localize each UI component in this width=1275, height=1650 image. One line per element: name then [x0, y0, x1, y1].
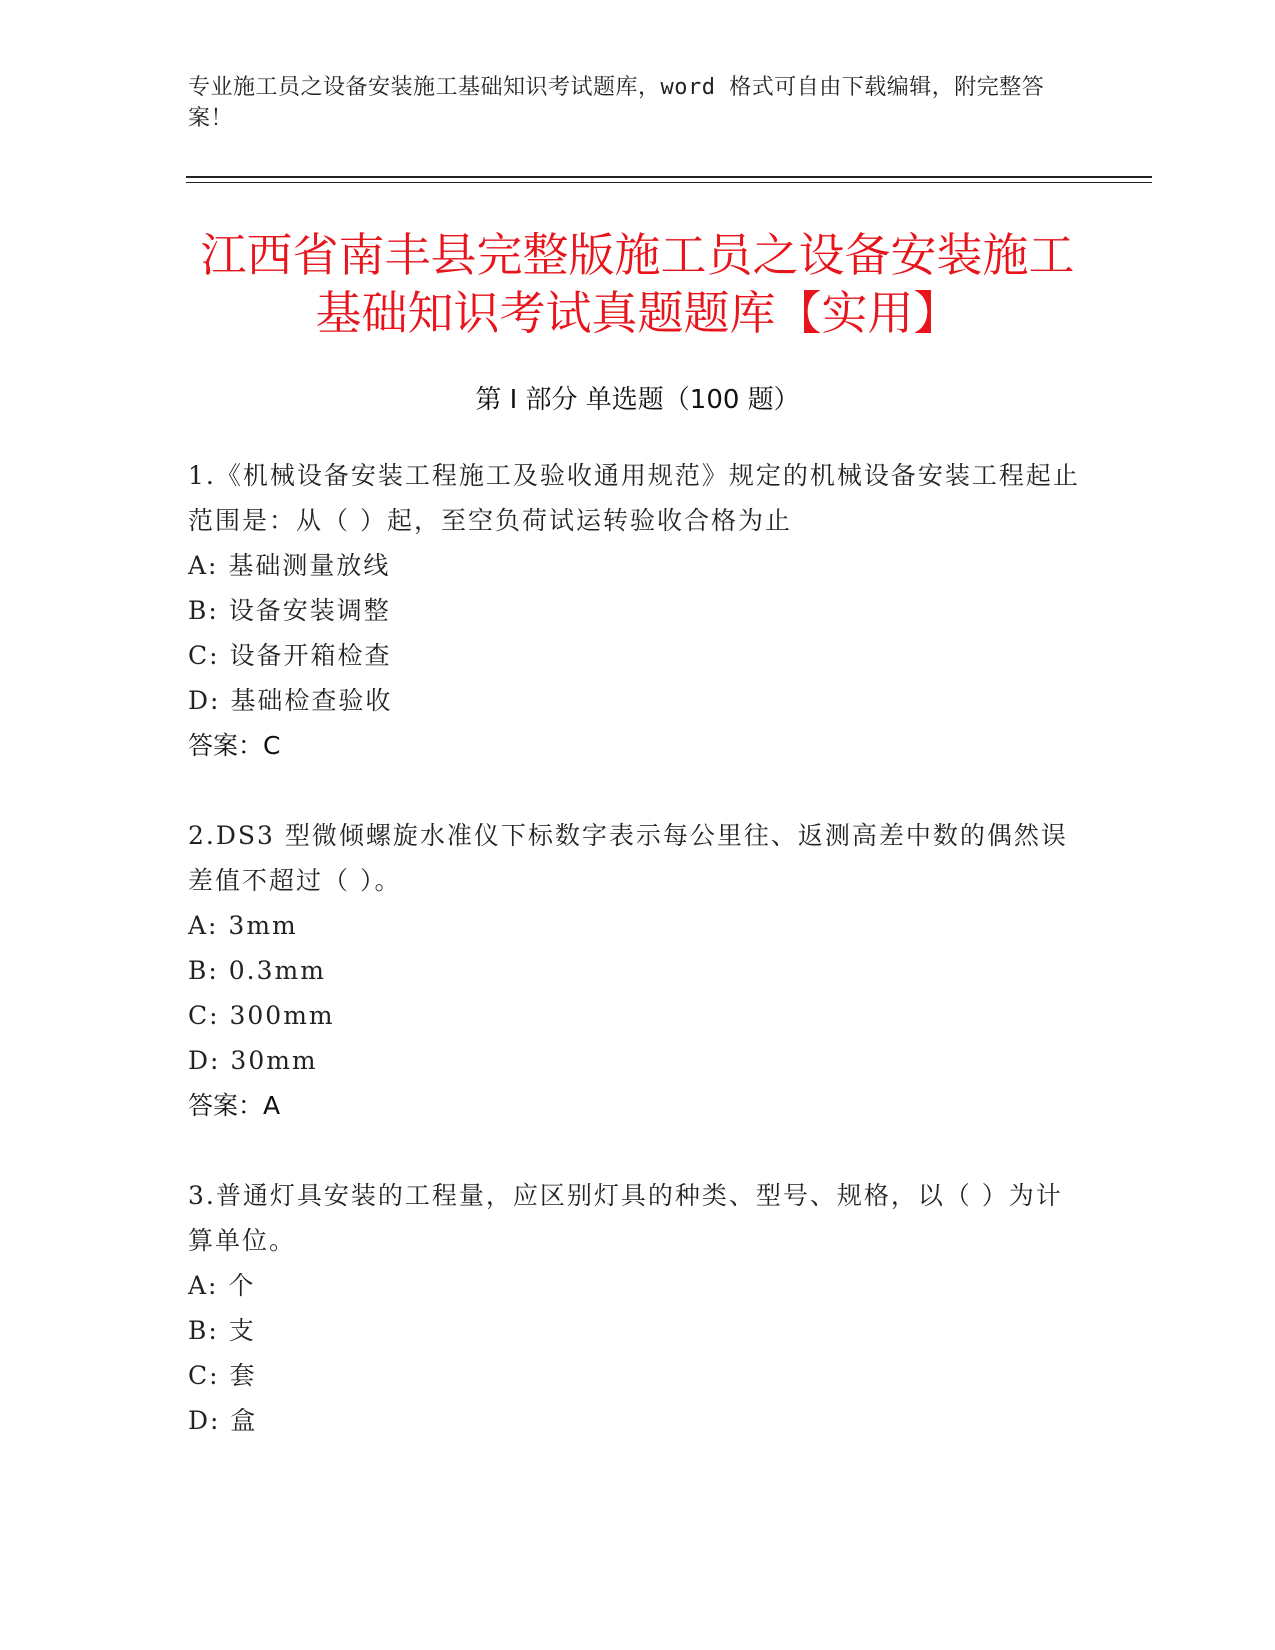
question-2: [188, 813, 1088, 1128]
option-c: C: 套: [188, 1361, 257, 1390]
option-a: A: 基础测量放线: [188, 551, 391, 580]
option-b: B: 设备安装调整: [188, 596, 391, 625]
option-d: D: 盒: [188, 1406, 258, 1435]
option-b: B: 支: [188, 1316, 256, 1345]
question-stem: 3.普通灯具安装的工程量，应区别灯具的种类、型号、规格，以（ ）为计算单位。: [188, 1181, 1063, 1255]
document-title-line-2: 基础知识考试真题题库【实用】: [315, 286, 960, 340]
option-c: C: 300mm: [188, 1001, 335, 1030]
option-a: A: 个: [188, 1271, 256, 1300]
question-3: [188, 1173, 1088, 1443]
question-1: [188, 453, 1088, 768]
option-b: B: 0.3mm: [188, 956, 326, 985]
header-divider-thin: [186, 182, 1152, 183]
document-title-line-1: 江西省南丰县完整版施工员之设备安装施工: [200, 228, 1075, 282]
document-title: [150, 226, 1125, 342]
option-a: A: 3mm: [188, 911, 298, 940]
header-divider-thick: [186, 176, 1152, 178]
option-d: D: 基础检查验收: [188, 686, 393, 715]
question-stem: 2.DS3 型微倾螺旋水准仪下标数字表示每公里往、返测高差中数的偶然误差值不超过（ ）。: [188, 821, 1068, 895]
section-title: 第 I 部分 单选题（100 题）: [475, 385, 800, 415]
header-note: 专业施工员之设备安装施工基础知识考试题库，word 格式可自由下载编辑，附完整答案！: [188, 75, 1045, 131]
answer: 答案：C: [188, 731, 281, 760]
option-d: D: 30mm: [188, 1046, 318, 1075]
option-c: C: 设备开箱检查: [188, 641, 392, 670]
answer: 答案：A: [188, 1091, 281, 1120]
question-stem: 1.《机械设备安装工程施工及验收通用规范》规定的机械设备安装工程起止范围是：从（ ）起，至空负荷试运转验收合格为止: [188, 461, 1080, 535]
